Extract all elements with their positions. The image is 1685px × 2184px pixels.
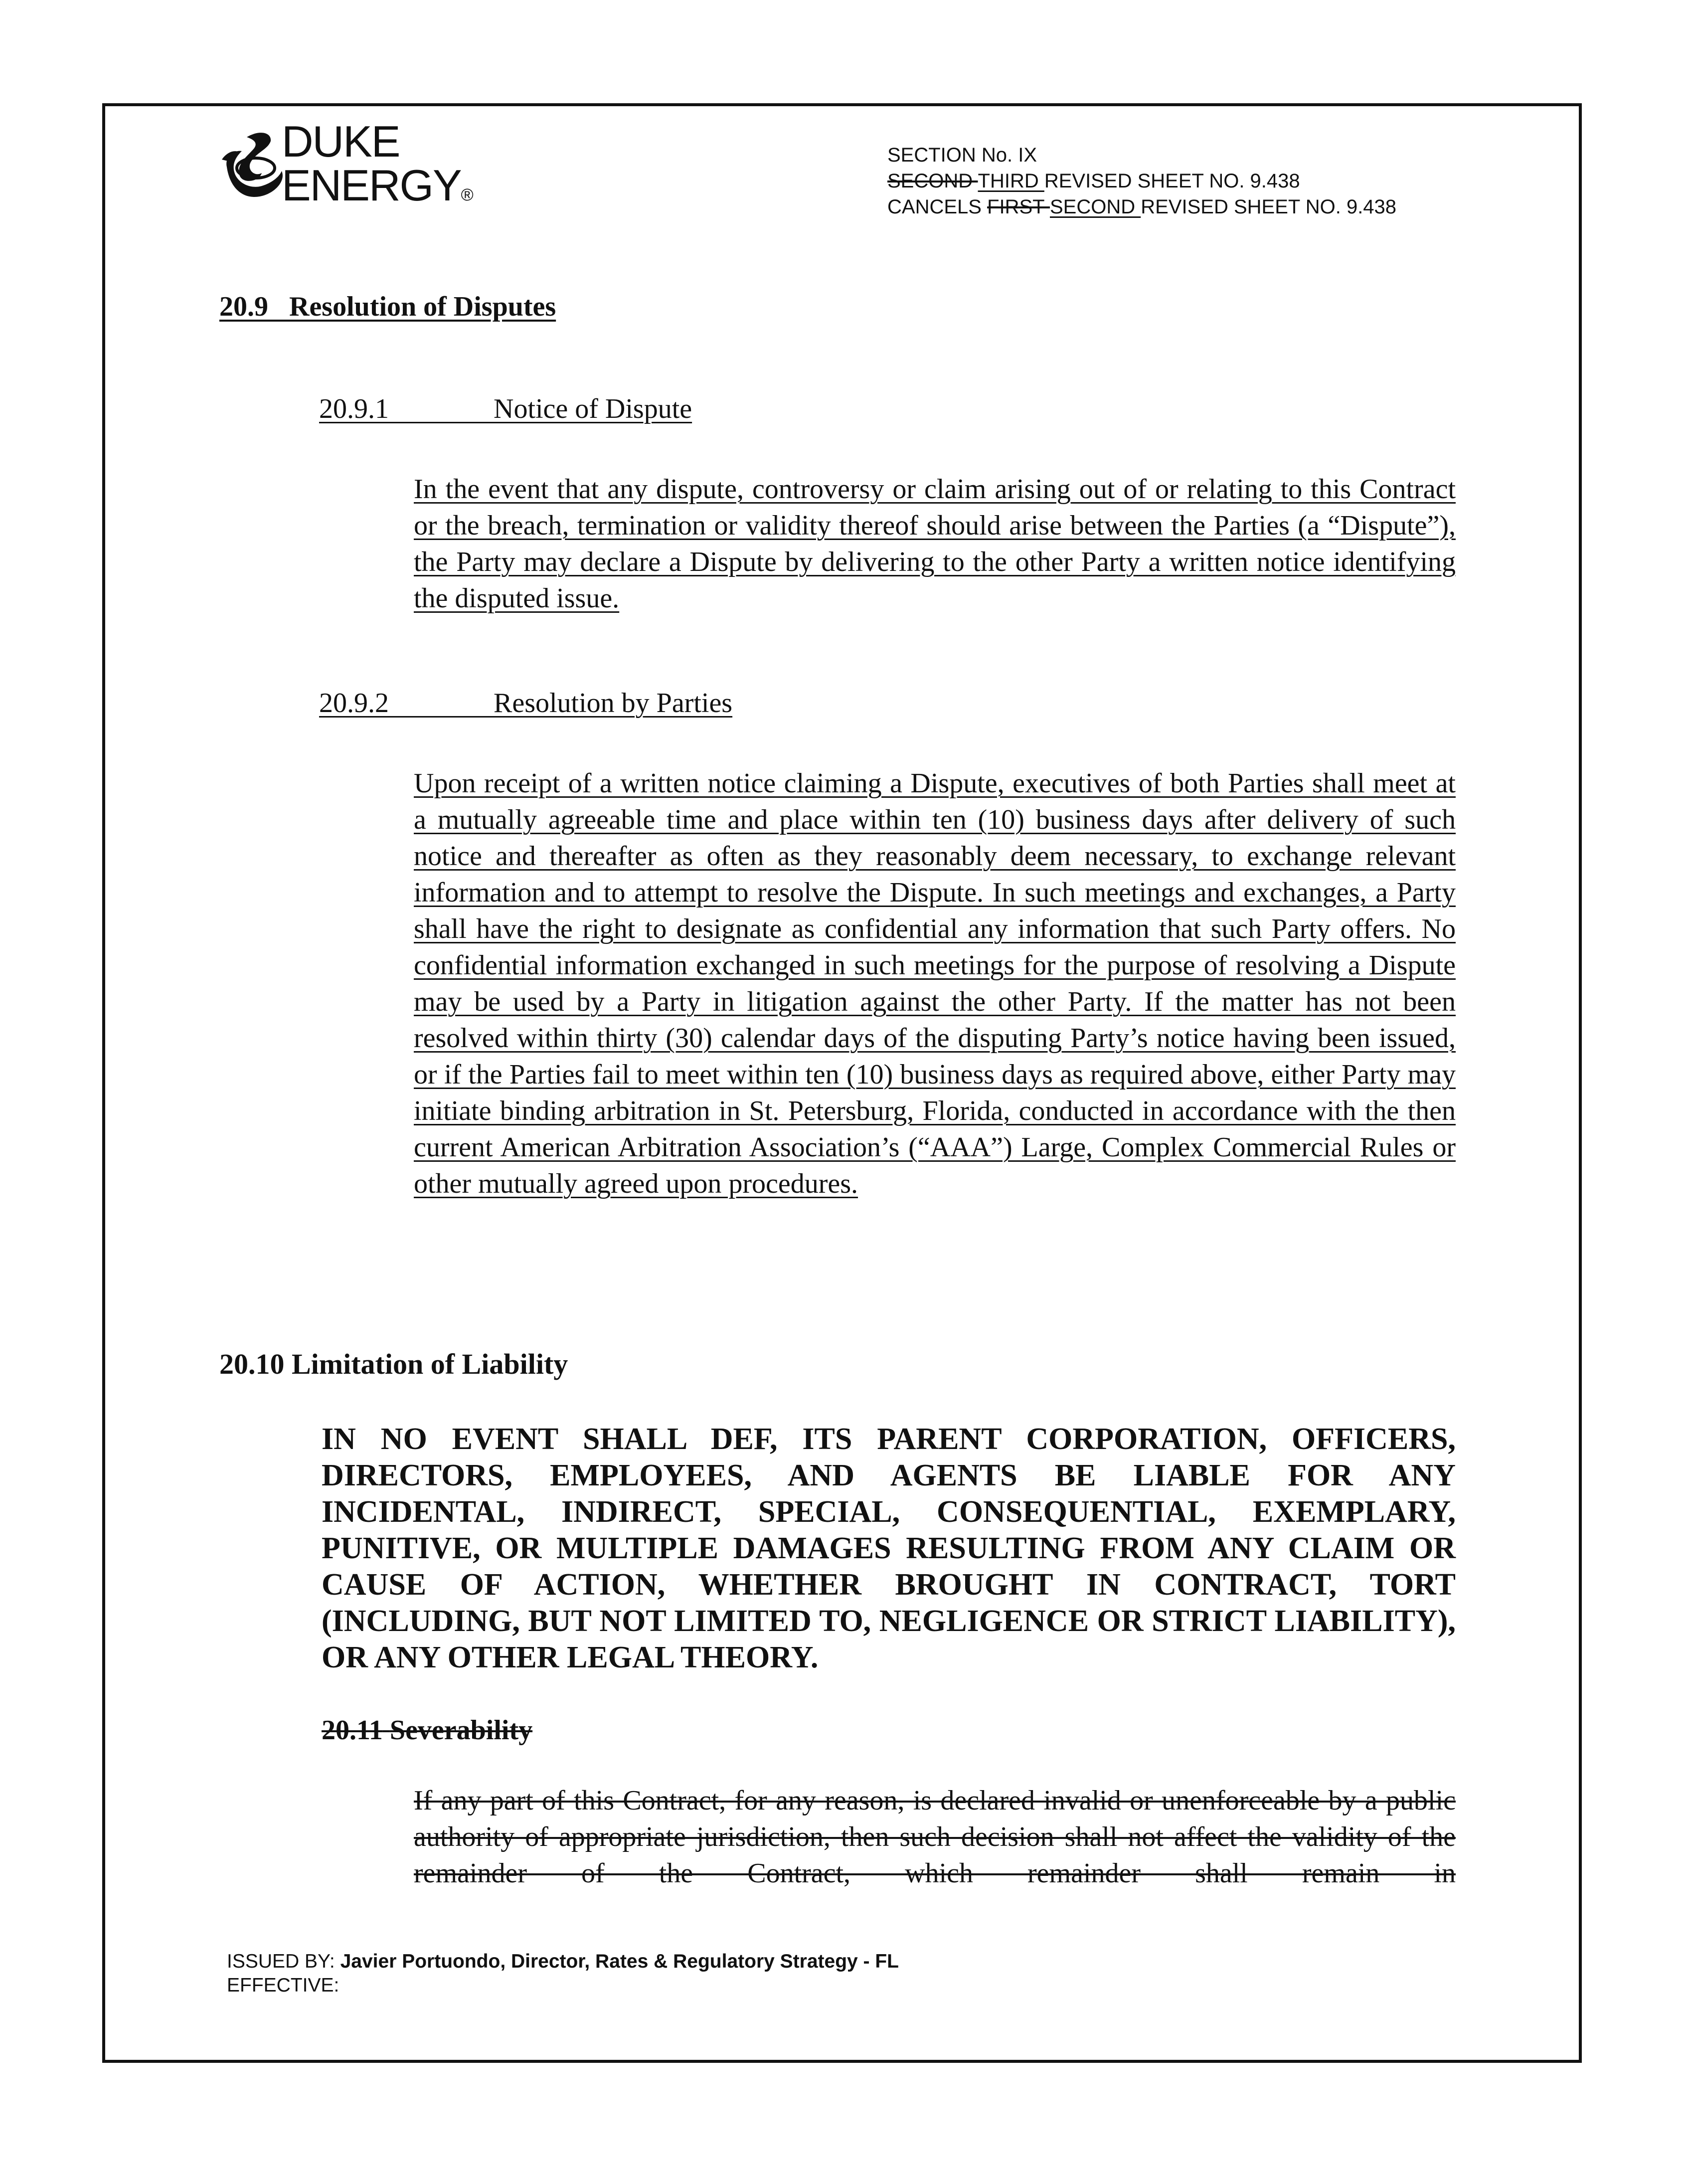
section-heading-20-10 [219,1346,568,1382]
inserted-text: THIRD [978,170,1044,192]
company-wordmark [282,117,473,217]
subsection-number: 20.9.2 [319,688,389,719]
section-heading-20-9 [219,289,556,324]
section-title: Limitation of Liability [292,1348,568,1380]
severability-paragraph: If any part of this Contract, for any reason, is declared invalid or unenforceable by a public authority of appropriate jurisdiction, then such decision shall not affect the validity of the remainder of the Contract, which remainder shall remain in [414,1785,1456,1889]
subsection-number: 20.9.1 [319,393,389,424]
wordmark-line-1: DUKE [282,117,400,166]
notice-of-dispute-paragraph: In the event that any dispute, controversy or claim arising out of or relating to this Contract or the breach, termination or validity thereof should arise between the Parties (a “Dispute”), the Party may declare a Dispute by delivering to the other Party a written notice identifying the disputed issue. [414,474,1456,614]
issued-by-value: Javier Portuondo, Director, Rates & Regulatory Strategy - FL [340,1951,899,1972]
section-number: SECTION No. IX [887,144,1037,166]
subsection-title: Notice of Dispute [494,393,692,424]
issuance-footer [227,1950,899,1998]
issued-by-label: ISSUED BY: [227,1951,340,1972]
cancelled-sheet-number: REVISED SHEET NO. 9.438 [1141,196,1397,218]
struck-text: FIRST [987,196,1050,218]
limitation-of-liability-paragraph: IN NO EVENT SHALL DEF, ITS PARENT CORPORATION, OFFICERS, DIRECTORS, EMPLOYEES, AND AGENTS BE LIABLE FOR ANY INCIDENTAL, INDIRECT, SPECIAL, CONSEQUENTIAL, EXEMPLARY, PUNITIVE, OR MULTIPLE DAMAGES RESULTING FROM ANY CLAIM OR CAUSE OF ACTION, WHETHER BROUGHT IN CONTRACT, TORT (INCLUDING, BUT NOT LIMITED TO, NEGLIGENCE OR STRICT LIABILITY), OR ANY OTHER LEGAL THEORY. [322,1422,1456,1674]
section-number: 20.9 [219,291,268,322]
section-number: 20.11 [322,1715,383,1746]
struck-text: SECOND [887,170,978,192]
section-number: 20.10 [219,1348,285,1380]
issued-by-line [227,1950,899,1974]
revised-sheet-line [887,168,1396,194]
resolution-by-parties-paragraph: Upon receipt of a written notice claiming a Dispute, executives of both Parties shall meet at a mutually agreeable time and place within ten (10) business days after delivery of such notice and thereafter as often as they reasonably deem necessary, to exchange relevant information and to attempt to resolve the Dispute. In such meetings and exchanges, a Party shall have the right to designate as confidential any information that such Party offers. No confidential information exchanged in such meetings for the purpose of resolving a Dispute may be used by a Party in litigation against the other Party. If the matter has not been resolved within thirty (30) calendar days of the disputing Party’s notice having been issued, or if the Parties fail to meet within ten (10) business days as required above, either Party may initiate binding arbitration in St. Petersburg, Florida, conducted in accordance with the then current American Arbitration Association’s (“AAA”) Large, Complex Commercial Rules or other mutually agreed upon procedures. [414,768,1456,1199]
subsection-heading-20-9-1 [319,391,692,426]
subsection-heading-20-9-2 [319,686,732,721]
section-title: Resolution of Disputes [289,291,556,322]
section-title: Severability [389,1715,533,1746]
cancels-line [887,194,1396,220]
effective-line: EFFECTIVE: [227,1975,339,1996]
sheet-header [887,142,1396,220]
inserted-text: SECOND [1050,196,1141,218]
subsection-title: Resolution by Parties [494,688,733,719]
cancels-label: CANCELS [887,196,988,218]
section-heading-20-11 [322,1713,532,1748]
wordmark-line-2: ENERGY [282,161,461,210]
sheet-number: REVISED SHEET NO. 9.438 [1044,170,1300,192]
registered-mark: ® [461,185,473,204]
